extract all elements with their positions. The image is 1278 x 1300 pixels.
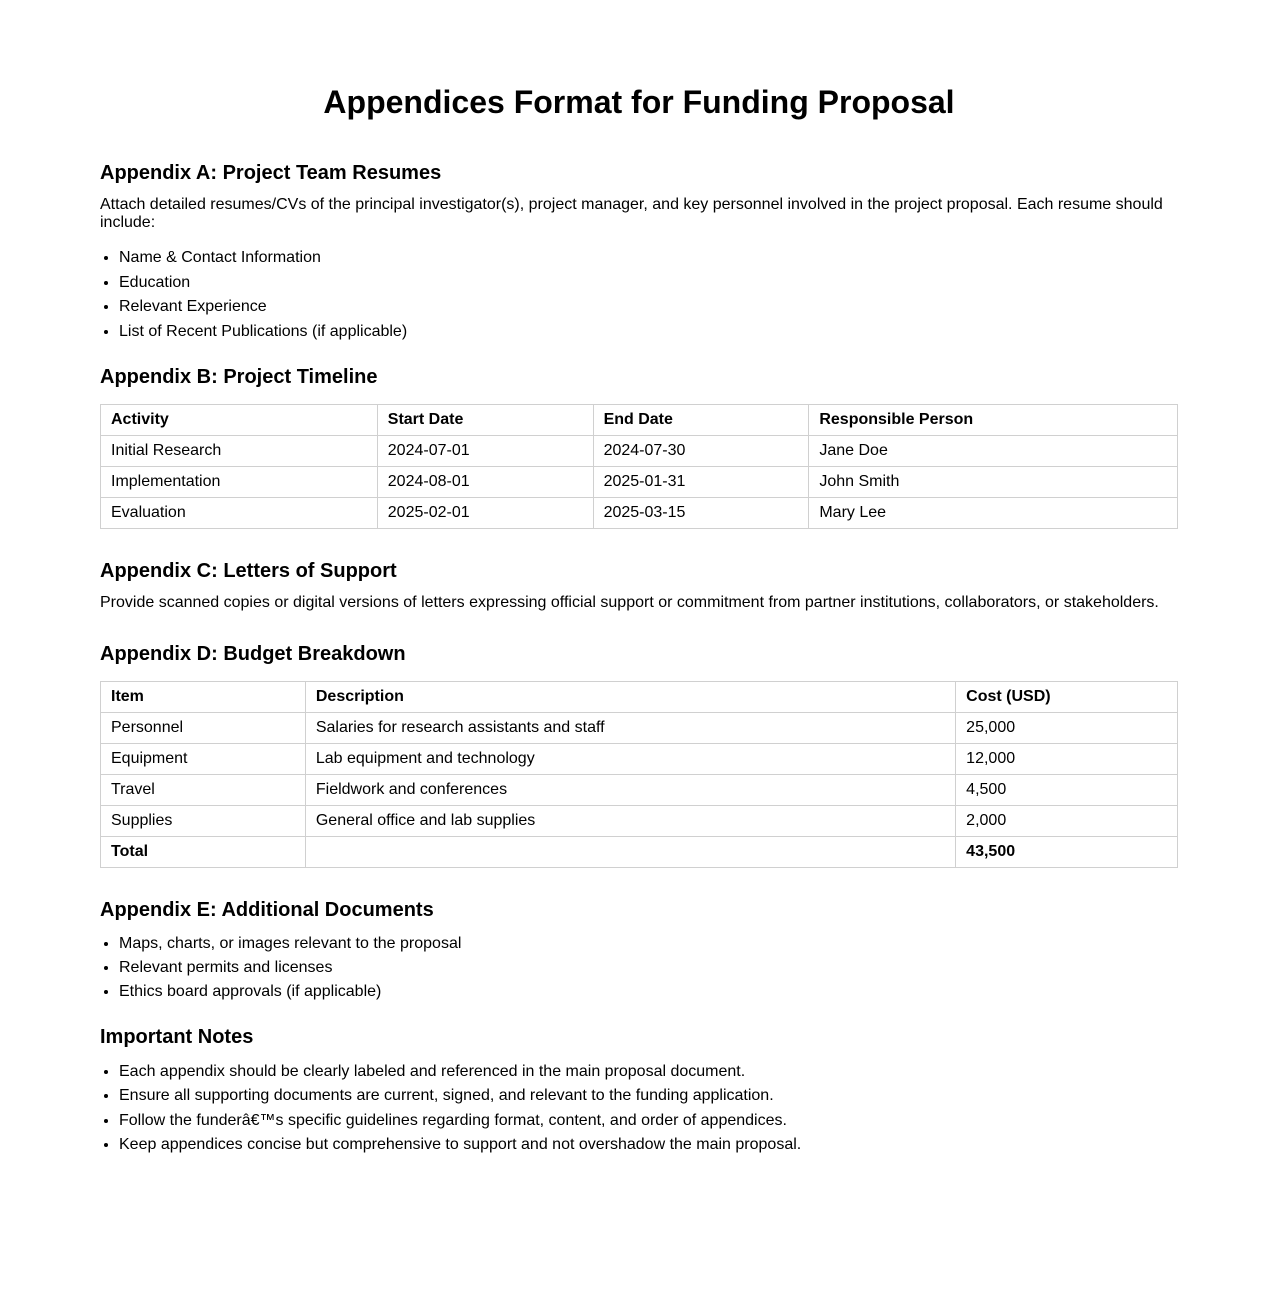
table-cell: Initial Research	[101, 435, 378, 466]
column-header-end-date: End Date	[593, 404, 809, 435]
table-cell: 25,000	[956, 712, 1178, 743]
table-cell: 2025-02-01	[377, 497, 593, 528]
total-row	[101, 836, 1178, 867]
timeline-table	[100, 404, 1178, 529]
table-row	[101, 497, 1178, 528]
list-item: • Keep appendices concise but comprehensive to support and not overshadow the main proposal.	[119, 1136, 1178, 1154]
total-value: 43,500	[956, 836, 1178, 867]
table-row	[101, 712, 1178, 743]
table-cell: 2,000	[956, 805, 1178, 836]
table-header-row	[101, 404, 1178, 435]
table-cell: 4,500	[956, 774, 1178, 805]
appendix-a-list	[100, 249, 1178, 341]
list-item: • Relevant Experience	[119, 298, 1178, 316]
list-item: • Follow the funderâ€™s specific guidelines regarding format, content, and order of appendices.	[119, 1112, 1178, 1130]
table-cell: General office and lab supplies	[305, 805, 955, 836]
table-cell: 2025-03-15	[593, 497, 809, 528]
appendix-d-heading: Appendix D: Budget Breakdown	[100, 642, 406, 665]
notes-heading: Important Notes	[100, 1025, 254, 1048]
table-cell: John Smith	[809, 466, 1178, 497]
appendix-a-intro: Attach detailed resumes/CVs of the principal investigator(s), project manager, and key personnel involved in the project proposal. Each resume should include:	[100, 196, 1163, 231]
list-item: • Ensure all supporting documents are current, signed, and relevant to the funding application.	[119, 1087, 1178, 1105]
column-header-description: Description	[305, 681, 955, 712]
table-row	[101, 805, 1178, 836]
appendix-c-text: Provide scanned copies or digital versions of letters expressing official support or commitment from partner institutions, collaborators, or stakeholders.	[100, 593, 1159, 611]
appendix-e-heading: Appendix E: Additional Documents	[100, 898, 434, 921]
notes-list	[100, 1063, 1178, 1155]
table-cell-empty	[305, 836, 955, 867]
list-item: • Each appendix should be clearly labeled and referenced in the main proposal document.	[119, 1063, 1178, 1081]
table-cell: Equipment	[101, 743, 306, 774]
table-cell: 12,000	[956, 743, 1178, 774]
column-header-cost: Cost (USD)	[956, 681, 1178, 712]
list-item: • Ethics board approvals (if applicable)	[119, 983, 1178, 1001]
table-row	[101, 743, 1178, 774]
table-cell: Evaluation	[101, 497, 378, 528]
table-cell: 2024-07-30	[593, 435, 809, 466]
list-item: • List of Recent Publications (if applicable)	[119, 323, 1178, 341]
table-cell: 2025-01-31	[593, 466, 809, 497]
table-cell: Salaries for research assistants and staff	[305, 712, 955, 743]
column-header-responsible-person: Responsible Person	[809, 404, 1178, 435]
budget-table	[100, 681, 1178, 868]
table-cell: Implementation	[101, 466, 378, 497]
list-item: • Education	[119, 274, 1178, 292]
table-row	[101, 466, 1178, 497]
appendix-a-heading: Appendix A: Project Team Resumes	[100, 162, 442, 184]
table-row	[101, 435, 1178, 466]
document-page	[100, 0, 1178, 1154]
table-cell: Personnel	[101, 712, 306, 743]
list-item: • Maps, charts, or images relevant to the proposal	[119, 935, 1178, 953]
table-header-row	[101, 681, 1178, 712]
table-cell: Lab equipment and technology	[305, 743, 955, 774]
table-cell: Mary Lee	[809, 497, 1178, 528]
column-header-start-date: Start Date	[377, 404, 593, 435]
list-item: • Relevant permits and licenses	[119, 959, 1178, 977]
table-row	[101, 774, 1178, 805]
table-cell: Fieldwork and conferences	[305, 774, 955, 805]
table-cell: 2024-07-01	[377, 435, 593, 466]
page-title: Appendices Format for Funding Proposal	[323, 84, 955, 120]
column-header-activity: Activity	[101, 404, 378, 435]
table-cell: Supplies	[101, 805, 306, 836]
appendix-b-heading: Appendix B: Project Timeline	[100, 365, 378, 388]
column-header-item: Item	[101, 681, 306, 712]
table-cell: Jane Doe	[809, 435, 1178, 466]
list-item: • Name & Contact Information	[119, 249, 1178, 267]
total-label: Total	[101, 836, 306, 867]
table-cell: Travel	[101, 774, 306, 805]
appendix-e-list	[100, 935, 1178, 1001]
table-cell: 2024-08-01	[377, 466, 593, 497]
appendix-c-heading: Appendix C: Letters of Support	[100, 559, 397, 582]
